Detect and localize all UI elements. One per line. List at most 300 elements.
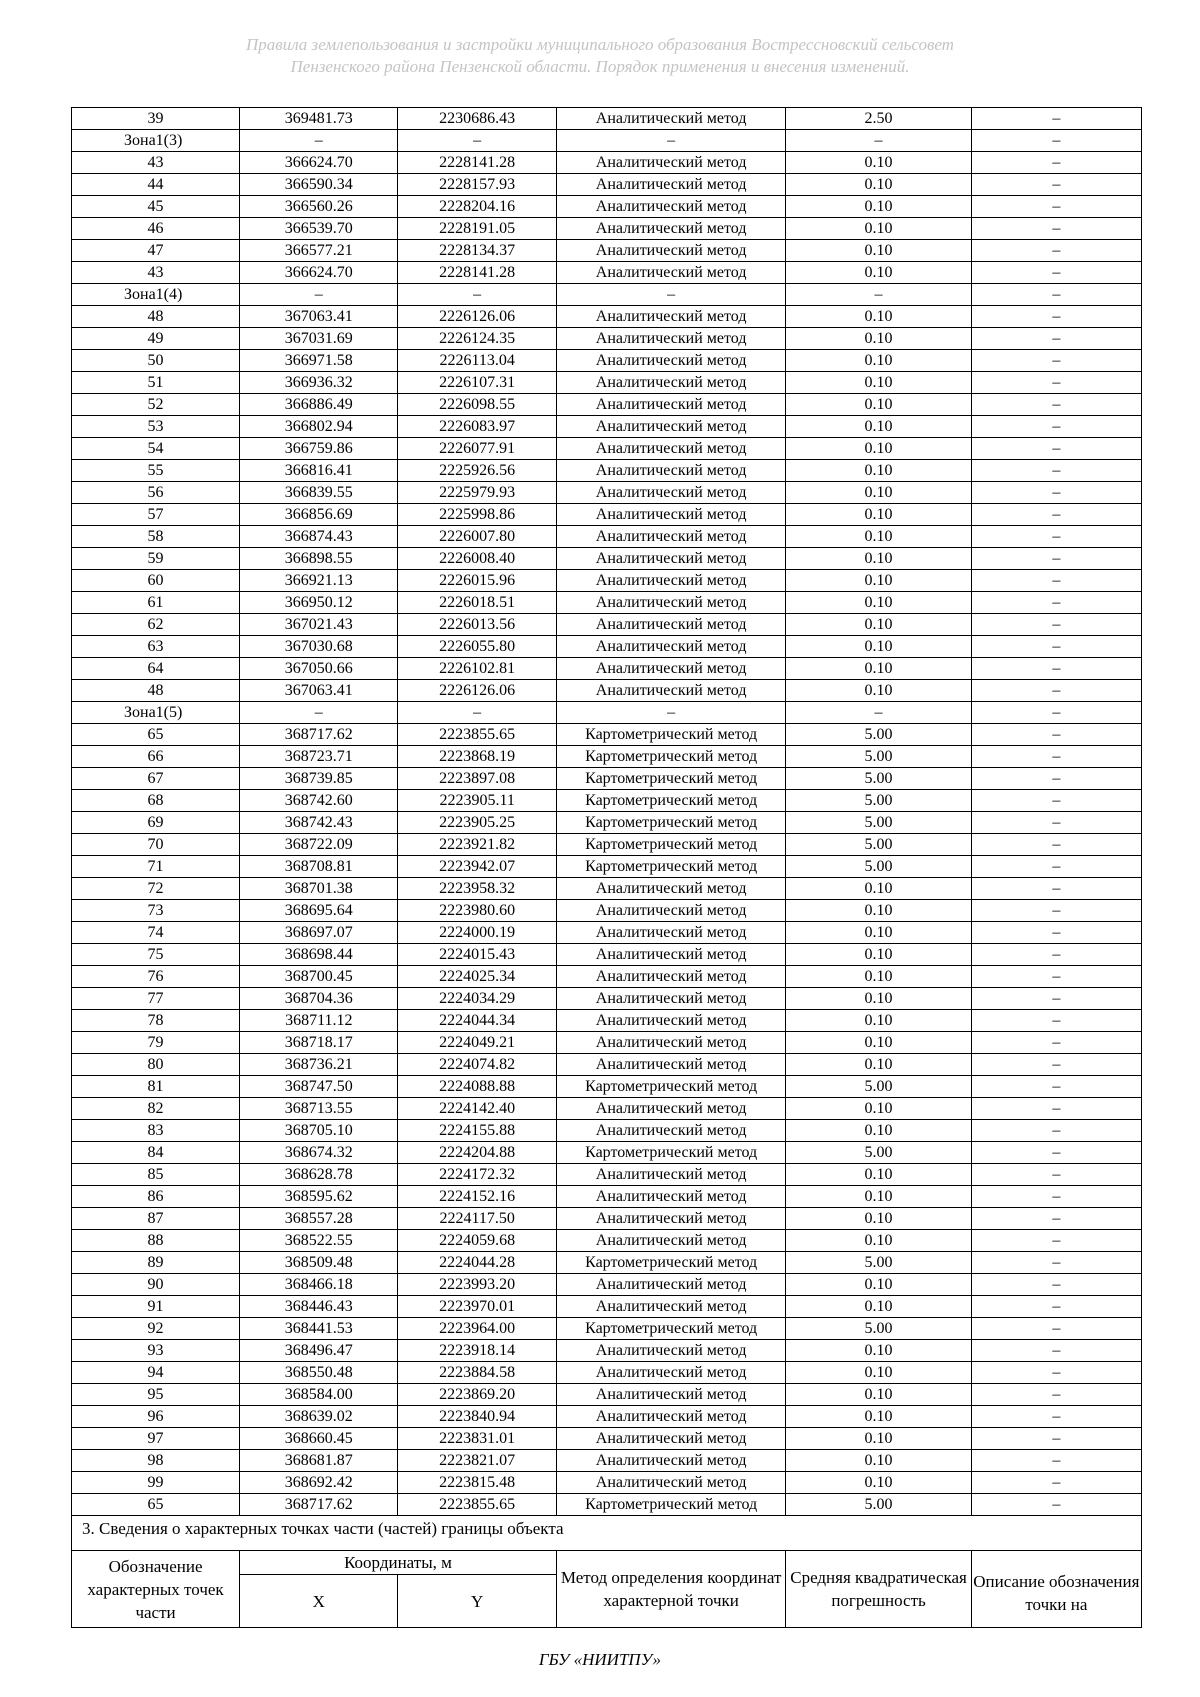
cell-coord-y: 2226018.51	[398, 592, 556, 614]
cell-error: 0.10	[786, 482, 971, 504]
cell-coord-y: 2223958.32	[398, 878, 556, 900]
cell-point-number: 97	[72, 1428, 240, 1450]
cell-point-number: 66	[72, 746, 240, 768]
cell-point-number: 57	[72, 504, 240, 526]
cell-description: –	[971, 834, 1141, 856]
cell-point-number: 94	[72, 1362, 240, 1384]
table-row	[72, 988, 1142, 1010]
cell-point-number: 69	[72, 812, 240, 834]
table-row	[72, 856, 1142, 878]
table-row	[72, 570, 1142, 592]
cell-coord-x: 368446.43	[240, 1296, 398, 1318]
cell-error: 0.10	[786, 1164, 971, 1186]
table-row	[72, 878, 1142, 900]
table-row	[72, 1076, 1142, 1098]
table-row	[72, 1120, 1142, 1142]
cell-method: Картометрический метод	[556, 834, 786, 856]
cell-coord-x: 368717.62	[240, 1494, 398, 1516]
cell-method: Картометрический метод	[556, 1318, 786, 1340]
cell-error: 5.00	[786, 1142, 971, 1164]
cell-point-number: 43	[72, 262, 240, 284]
table-row	[72, 108, 1142, 130]
cell-coord-x: 368705.10	[240, 1120, 398, 1142]
cell-description: –	[971, 1010, 1141, 1032]
cell-error: 0.10	[786, 658, 971, 680]
cell-method: Аналитический метод	[556, 482, 786, 504]
cell-coord-x: 366898.55	[240, 548, 398, 570]
cell-method: Аналитический метод	[556, 680, 786, 702]
cell-coord-x: 366539.70	[240, 218, 398, 240]
cell-coord-x: 368628.78	[240, 1164, 398, 1186]
zone-label: Зона1(3)	[72, 130, 240, 152]
cell-method: Аналитический метод	[556, 1230, 786, 1252]
table-row	[72, 1252, 1142, 1274]
table-row	[72, 174, 1142, 196]
cell-point-number: 78	[72, 1010, 240, 1032]
table-row	[72, 240, 1142, 262]
table-row	[72, 394, 1142, 416]
cell-point-number: 65	[72, 1494, 240, 1516]
cell-method: Аналитический метод	[556, 504, 786, 526]
cell-coord-x: 368711.12	[240, 1010, 398, 1032]
cell-coord-y: 2226107.31	[398, 372, 556, 394]
table-row	[72, 746, 1142, 768]
cell-coord-x: 368698.44	[240, 944, 398, 966]
cell-coord-x: 368681.87	[240, 1450, 398, 1472]
cell-dash: –	[398, 702, 556, 724]
cell-error: 0.10	[786, 504, 971, 526]
cell-coord-y: 2224142.40	[398, 1098, 556, 1120]
cell-point-number: 99	[72, 1472, 240, 1494]
cell-coord-x: 368584.00	[240, 1384, 398, 1406]
cell-coord-y: 2226013.56	[398, 614, 556, 636]
cell-method: Аналитический метод	[556, 108, 786, 130]
cell-dash: –	[786, 284, 971, 306]
cell-error: 0.10	[786, 1274, 971, 1296]
table-row	[72, 218, 1142, 240]
table-row	[72, 1032, 1142, 1054]
cell-coord-x: 366921.13	[240, 570, 398, 592]
cell-method: Аналитический метод	[556, 416, 786, 438]
table-row	[72, 1274, 1142, 1296]
cell-point-number: 73	[72, 900, 240, 922]
cell-description: –	[971, 1120, 1141, 1142]
cell-point-number: 54	[72, 438, 240, 460]
cell-method: Картометрический метод	[556, 746, 786, 768]
cell-coord-x: 366936.32	[240, 372, 398, 394]
cell-description: –	[971, 1384, 1141, 1406]
cell-coord-y: 2224034.29	[398, 988, 556, 1010]
cell-coord-x: 368466.18	[240, 1274, 398, 1296]
cell-description: –	[971, 1274, 1141, 1296]
cell-method: Аналитический метод	[556, 196, 786, 218]
cell-coord-x: 368697.07	[240, 922, 398, 944]
cell-description: –	[971, 1362, 1141, 1384]
coordinates-table-body	[72, 108, 1142, 1516]
cell-error: 5.00	[786, 746, 971, 768]
cell-method: Картометрический метод	[556, 1076, 786, 1098]
table-row	[72, 1340, 1142, 1362]
table-row	[72, 504, 1142, 526]
cell-method: Аналитический метод	[556, 592, 786, 614]
table-row	[72, 922, 1142, 944]
cell-method: Аналитический метод	[556, 614, 786, 636]
cell-description: –	[971, 240, 1141, 262]
cell-method: Аналитический метод	[556, 1208, 786, 1230]
cell-method: Аналитический метод	[556, 1186, 786, 1208]
cell-description: –	[971, 636, 1141, 658]
cell-method: Аналитический метод	[556, 1428, 786, 1450]
cell-coord-x: 368747.50	[240, 1076, 398, 1098]
cell-coord-y: 2226083.97	[398, 416, 556, 438]
cell-description: –	[971, 1450, 1141, 1472]
cell-description: –	[971, 1164, 1141, 1186]
cell-method: Картометрический метод	[556, 768, 786, 790]
cell-method: Аналитический метод	[556, 438, 786, 460]
cell-point-number: 64	[72, 658, 240, 680]
cell-error: 0.10	[786, 1340, 971, 1362]
cell-coord-x: 367050.66	[240, 658, 398, 680]
cell-coord-y: 2223905.25	[398, 812, 556, 834]
cell-point-number: 59	[72, 548, 240, 570]
cell-point-number: 82	[72, 1098, 240, 1120]
cell-coord-x: 366624.70	[240, 262, 398, 284]
cell-dash: –	[786, 702, 971, 724]
cell-error: 0.10	[786, 1428, 971, 1450]
zone-label: Зона1(4)	[72, 284, 240, 306]
cell-error: 0.10	[786, 1472, 971, 1494]
cell-method: Аналитический метод	[556, 1450, 786, 1472]
cell-description: –	[971, 328, 1141, 350]
cell-point-number: 92	[72, 1318, 240, 1340]
table-row	[72, 1010, 1142, 1032]
zone-row	[72, 284, 1142, 306]
cell-point-number: 53	[72, 416, 240, 438]
cell-coord-y: 2224204.88	[398, 1142, 556, 1164]
table-row	[72, 1406, 1142, 1428]
cell-coord-y: 2224059.68	[398, 1230, 556, 1252]
cell-method: Аналитический метод	[556, 306, 786, 328]
cell-description: –	[971, 878, 1141, 900]
cell-coord-y: 2224088.88	[398, 1076, 556, 1098]
cell-point-number: 98	[72, 1450, 240, 1472]
table-row	[72, 592, 1142, 614]
header-description: Описание обозначения точки на	[971, 1551, 1141, 1628]
cell-error: 0.10	[786, 1054, 971, 1076]
cell-point-number: 39	[72, 108, 240, 130]
cell-error: 0.10	[786, 1208, 971, 1230]
table-row	[72, 262, 1142, 284]
cell-coord-y: 2223897.08	[398, 768, 556, 790]
table-row	[72, 1472, 1142, 1494]
cell-description: –	[971, 460, 1141, 482]
cell-coord-y: 2226113.04	[398, 350, 556, 372]
cell-coord-y: 2224049.21	[398, 1032, 556, 1054]
cell-point-number: 55	[72, 460, 240, 482]
cell-coord-y: 2223921.82	[398, 834, 556, 856]
table-row	[72, 1362, 1142, 1384]
cell-method: Аналитический метод	[556, 328, 786, 350]
cell-point-number: 87	[72, 1208, 240, 1230]
header-method: Метод определения координат характерной точки	[556, 1551, 786, 1628]
cell-dash: –	[971, 130, 1141, 152]
cell-point-number: 81	[72, 1076, 240, 1098]
cell-point-number: 91	[72, 1296, 240, 1318]
cell-point-number: 58	[72, 526, 240, 548]
cell-coord-y: 2226055.80	[398, 636, 556, 658]
cell-description: –	[971, 1340, 1141, 1362]
cell-point-number: 71	[72, 856, 240, 878]
cell-point-number: 90	[72, 1274, 240, 1296]
cell-coord-x: 367021.43	[240, 614, 398, 636]
cell-description: –	[971, 614, 1141, 636]
table-row	[72, 812, 1142, 834]
cell-error: 0.10	[786, 988, 971, 1010]
cell-coord-x: 368736.21	[240, 1054, 398, 1076]
cell-error: 2.50	[786, 108, 971, 130]
table-row	[72, 614, 1142, 636]
cell-dash: –	[240, 702, 398, 724]
cell-method: Аналитический метод	[556, 966, 786, 988]
cell-coord-x: 368595.62	[240, 1186, 398, 1208]
cell-point-number: 74	[72, 922, 240, 944]
cell-coord-x: 368695.64	[240, 900, 398, 922]
cell-point-number: 85	[72, 1164, 240, 1186]
cell-point-number: 49	[72, 328, 240, 350]
cell-coord-x: 368509.48	[240, 1252, 398, 1274]
page-header	[0, 34, 1200, 78]
cell-description: –	[971, 1472, 1141, 1494]
cell-method: Аналитический метод	[556, 658, 786, 680]
cell-coord-x: 368701.38	[240, 878, 398, 900]
cell-coord-y: 2223980.60	[398, 900, 556, 922]
header-point: Обозначение характерных точек части	[72, 1551, 240, 1628]
cell-error: 5.00	[786, 812, 971, 834]
table-row	[72, 372, 1142, 394]
cell-coord-x: 368674.32	[240, 1142, 398, 1164]
cell-coord-y: 2223964.00	[398, 1318, 556, 1340]
cell-method: Аналитический метод	[556, 1362, 786, 1384]
cell-coord-y: 2224015.43	[398, 944, 556, 966]
cell-point-number: 95	[72, 1384, 240, 1406]
cell-description: –	[971, 1142, 1141, 1164]
cell-point-number: 77	[72, 988, 240, 1010]
cell-coord-x: 369481.73	[240, 108, 398, 130]
cell-method: Аналитический метод	[556, 394, 786, 416]
cell-coord-y: 2225926.56	[398, 460, 556, 482]
table-row	[72, 658, 1142, 680]
cell-point-number: 60	[72, 570, 240, 592]
cell-coord-y: 2226126.06	[398, 306, 556, 328]
cell-coord-x: 367031.69	[240, 328, 398, 350]
cell-coord-x: 368708.81	[240, 856, 398, 878]
cell-point-number: 80	[72, 1054, 240, 1076]
cell-coord-y: 2226124.35	[398, 328, 556, 350]
cell-method: Аналитический метод	[556, 372, 786, 394]
cell-coord-y: 2226126.06	[398, 680, 556, 702]
cell-coord-x: 368639.02	[240, 1406, 398, 1428]
cell-coord-x: 368723.71	[240, 746, 398, 768]
cell-point-number: 52	[72, 394, 240, 416]
cell-error: 5.00	[786, 834, 971, 856]
cell-coord-y: 2226008.40	[398, 548, 556, 570]
cell-point-number: 88	[72, 1230, 240, 1252]
cell-error: 0.10	[786, 1296, 971, 1318]
cell-description: –	[971, 1054, 1141, 1076]
cell-coord-y: 2223855.65	[398, 1494, 556, 1516]
cell-coord-x: 368660.45	[240, 1428, 398, 1450]
cell-error: 5.00	[786, 724, 971, 746]
cell-description: –	[971, 526, 1141, 548]
cell-error: 0.10	[786, 438, 971, 460]
cell-error: 0.10	[786, 592, 971, 614]
cell-coord-x: 366577.21	[240, 240, 398, 262]
cell-method: Картометрический метод	[556, 1142, 786, 1164]
cell-coord-y: 2223855.65	[398, 724, 556, 746]
cell-description: –	[971, 768, 1141, 790]
cell-description: –	[971, 548, 1141, 570]
cell-description: –	[971, 570, 1141, 592]
cell-error: 0.10	[786, 680, 971, 702]
table-row	[72, 1208, 1142, 1230]
cell-point-number: 93	[72, 1340, 240, 1362]
cell-coord-x: 367063.41	[240, 680, 398, 702]
cell-coord-y: 2223905.11	[398, 790, 556, 812]
cell-error: 0.10	[786, 416, 971, 438]
header-line-1: Правила землепользования и застройки муниципального образования Вострессновский сельсовет	[246, 35, 954, 54]
cell-method: Аналитический метод	[556, 1472, 786, 1494]
cell-error: 0.10	[786, 394, 971, 416]
cell-method: Картометрический метод	[556, 724, 786, 746]
header-coords: Координаты, м	[240, 1551, 557, 1575]
table-row	[72, 680, 1142, 702]
cell-description: –	[971, 1230, 1141, 1252]
table-row	[72, 1054, 1142, 1076]
cell-error: 0.10	[786, 1032, 971, 1054]
cell-description: –	[971, 196, 1141, 218]
cell-error: 5.00	[786, 1318, 971, 1340]
cell-description: –	[971, 1428, 1141, 1450]
cell-coord-x: 368742.43	[240, 812, 398, 834]
cell-error: 5.00	[786, 768, 971, 790]
cell-method: Аналитический метод	[556, 1032, 786, 1054]
table-row	[72, 1164, 1142, 1186]
cell-method: Картометрический метод	[556, 856, 786, 878]
table-row	[72, 152, 1142, 174]
cell-error: 5.00	[786, 1076, 971, 1098]
table-row	[72, 834, 1142, 856]
cell-point-number: 72	[72, 878, 240, 900]
cell-error: 0.10	[786, 922, 971, 944]
cell-point-number: 83	[72, 1120, 240, 1142]
cell-point-number: 48	[72, 306, 240, 328]
cell-method: Аналитический метод	[556, 218, 786, 240]
cell-error: 0.10	[786, 1406, 971, 1428]
cell-coord-y: 2223884.58	[398, 1362, 556, 1384]
cell-coord-x: 366590.34	[240, 174, 398, 196]
cell-description: –	[971, 416, 1141, 438]
cell-method: Аналитический метод	[556, 1054, 786, 1076]
cell-error: 0.10	[786, 1384, 971, 1406]
cell-coord-x: 366560.26	[240, 196, 398, 218]
cell-error: 5.00	[786, 790, 971, 812]
cell-error: 0.10	[786, 328, 971, 350]
cell-description: –	[971, 1098, 1141, 1120]
cell-description: –	[971, 262, 1141, 284]
header-y: Y	[398, 1575, 556, 1628]
cell-coord-x: 367063.41	[240, 306, 398, 328]
cell-dash: –	[556, 702, 786, 724]
cell-coord-y: 2226077.91	[398, 438, 556, 460]
cell-method: Аналитический метод	[556, 1296, 786, 1318]
cell-description: –	[971, 350, 1141, 372]
cell-error: 0.10	[786, 152, 971, 174]
cell-description: –	[971, 812, 1141, 834]
cell-coord-y: 2224152.16	[398, 1186, 556, 1208]
cell-point-number: 75	[72, 944, 240, 966]
cell-point-number: 47	[72, 240, 240, 262]
table-row	[72, 328, 1142, 350]
cell-coord-y: 2224117.50	[398, 1208, 556, 1230]
cell-description: –	[971, 372, 1141, 394]
table-row	[72, 306, 1142, 328]
cell-coord-y: 2228141.28	[398, 152, 556, 174]
cell-description: –	[971, 1406, 1141, 1428]
cell-description: –	[971, 944, 1141, 966]
cell-method: Аналитический метод	[556, 548, 786, 570]
cell-point-number: 96	[72, 1406, 240, 1428]
cell-coord-x: 368692.42	[240, 1472, 398, 1494]
page-footer: ГБУ «НИИТПУ»	[538, 1650, 662, 1669]
cell-coord-y: 2228134.37	[398, 240, 556, 262]
cell-description: –	[971, 174, 1141, 196]
table-row	[72, 966, 1142, 988]
cell-error: 0.10	[786, 460, 971, 482]
section-3-title: 3. Сведения о характерных точках части (частей) границы объекта	[72, 1516, 1142, 1551]
cell-coord-x: 368522.55	[240, 1230, 398, 1252]
cell-method: Аналитический метод	[556, 1098, 786, 1120]
cell-dash: –	[786, 130, 971, 152]
cell-error: 0.10	[786, 1120, 971, 1142]
cell-error: 0.10	[786, 548, 971, 570]
table-row	[72, 460, 1142, 482]
cell-description: –	[971, 966, 1141, 988]
cell-method: Аналитический метод	[556, 262, 786, 284]
cell-dash: –	[971, 284, 1141, 306]
cell-description: –	[971, 746, 1141, 768]
zone-row	[72, 702, 1142, 724]
table-row	[72, 1296, 1142, 1318]
table-row	[72, 1098, 1142, 1120]
cell-coord-x: 368557.28	[240, 1208, 398, 1230]
cell-point-number: 50	[72, 350, 240, 372]
cell-method: Аналитический метод	[556, 460, 786, 482]
cell-error: 0.10	[786, 306, 971, 328]
cell-point-number: 51	[72, 372, 240, 394]
cell-coord-y: 2224025.34	[398, 966, 556, 988]
cell-coord-x: 366886.49	[240, 394, 398, 416]
cell-description: –	[971, 438, 1141, 460]
cell-method: Картометрический метод	[556, 812, 786, 834]
cell-coord-y: 2228157.93	[398, 174, 556, 196]
cell-method: Аналитический метод	[556, 152, 786, 174]
cell-description: –	[971, 108, 1141, 130]
table-row	[72, 1186, 1142, 1208]
cell-error: 0.10	[786, 350, 971, 372]
cell-coord-y: 2224155.88	[398, 1120, 556, 1142]
cell-description: –	[971, 790, 1141, 812]
cell-error: 0.10	[786, 174, 971, 196]
